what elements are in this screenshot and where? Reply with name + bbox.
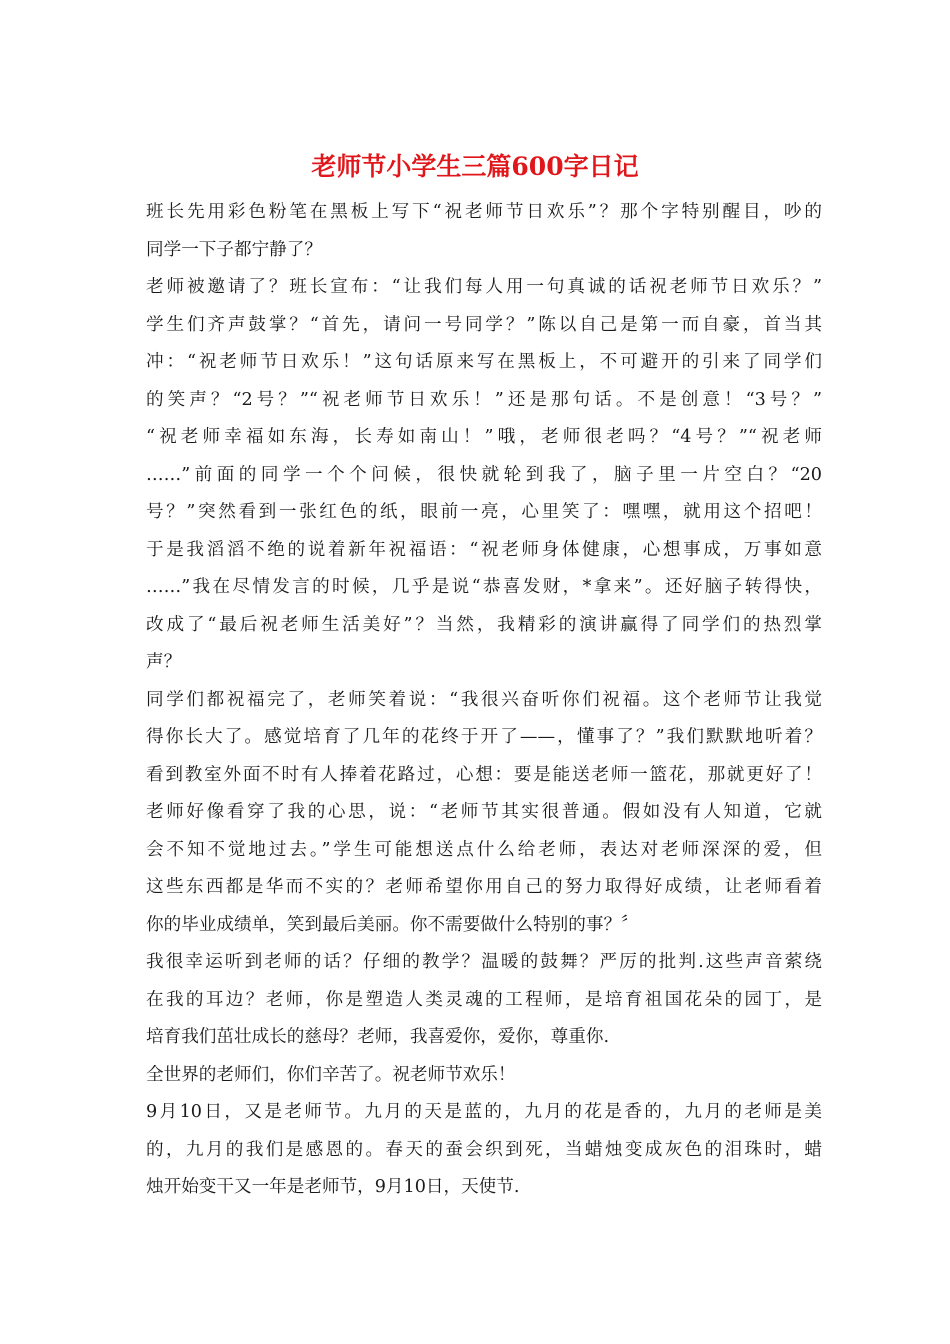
body-line: 于是我滔滔不绝的说着新年祝福语：“祝老师身体健康，心想事成，万事如意 — [146, 539, 822, 560]
body-line: 老师好像看穿了我的心思，说：“老师节其实很普通。假如没有人知道，它就 — [146, 802, 822, 822]
body-line: 改成了“最后祝老师生活美好”？当然，我精彩的演讲赢得了同学们的热烈掌 — [146, 614, 822, 635]
body-line: 得你长大了。感觉培育了几年的花终于开了——，懂事了？”我们默默地听着？ — [146, 727, 822, 747]
body-line: 号？”突然看到一张红色的纸，眼前一亮，心里笑了：嘿嘿，就用这个招吧！ — [146, 502, 822, 522]
document-title: 老师节小学生三篇600字日记 — [311, 152, 639, 181]
body-line: 9月10日，又是老师节。九月的天是蓝的，九月的花是香的，九月的老师是美 — [146, 1102, 822, 1122]
body-line: 会不知不觉地过去。”学生可能想送点什么给老师，表达对老师深深的爱，但 — [146, 839, 822, 860]
body-line: ……”我在尽情发言的时候，几乎是说“恭喜发财，*拿来”。还好脑子转得快， — [146, 577, 822, 597]
body-line: “祝老师幸福如东海，长寿如南山！”哦，老师很老吗？“4号？”“祝老师 — [146, 427, 822, 447]
body-line: 老师被邀请了？班长宣布：“让我们每人用一句真诚的话祝老师节日欢乐？” — [146, 277, 822, 297]
body-line: 冲：“祝老师节日欢乐！”这句话原来写在黑板上，不可避开的引来了同学们 — [146, 352, 822, 372]
body-line: 班长先用彩色粉笔在黑板上写下“祝老师节日欢乐”？那个字特别醒目，吵的 — [146, 202, 822, 222]
body-line: 这些东西都是华而不实的？老师希望你用自己的努力取得好成绩，让老师看着 — [146, 877, 822, 897]
body-line: 的笑声？“2号？”“祝老师节日欢乐！”还是那句话。不是创意！“3号？” — [146, 389, 822, 410]
body-line: 烛开始变干又一年是老师节，9月10日，天使节. — [146, 1177, 520, 1197]
body-line: 全世界的老师们，你们辛苦了。祝老师节欢乐！ — [146, 1064, 516, 1085]
body-line: ……”前面的同学一个个问候，很快就轮到我了，脑子里一片空白？“20 — [146, 464, 822, 485]
body-line: 在我的耳边？老师，你是塑造人类灵魂的工程师，是培育祖国花朵的园丁，是 — [146, 989, 822, 1010]
body-line: 声？ — [146, 652, 182, 672]
body-line: 我很幸运听到老师的话？仔细的教学？温暖的鼓舞？严厉的批判.这些声音萦绕 — [146, 952, 822, 972]
body-line: 看到教室外面不时有人捧着花路过，心想：要是能送老师一篮花，那就更好了！ — [146, 764, 822, 785]
body-line: 同学们都祝福完了，老师笑着说：“我很兴奋听你们祝福。这个老师节让我觉 — [146, 689, 822, 710]
body-line: 学生们齐声鼓掌？“首先，请问一号同学？”陈以自己是第一而自豪，首当其 — [146, 314, 822, 335]
body-line: 的，九月的我们是感恩的。春天的蚕会织到死，当蜡烛变成灰色的泪珠时，蜡 — [146, 1139, 822, 1160]
body-line: 同学一下子都宁静了？ — [146, 239, 322, 260]
body-line: 培育我们茁壮成长的慈母？老师，我喜爱你，爱你，尊重你. — [146, 1027, 610, 1047]
document-body — [146, 194, 822, 1207]
body-line: 你的毕业成绩单，笑到最后美丽。你不需要做什么特别的事？〞 — [146, 914, 639, 935]
